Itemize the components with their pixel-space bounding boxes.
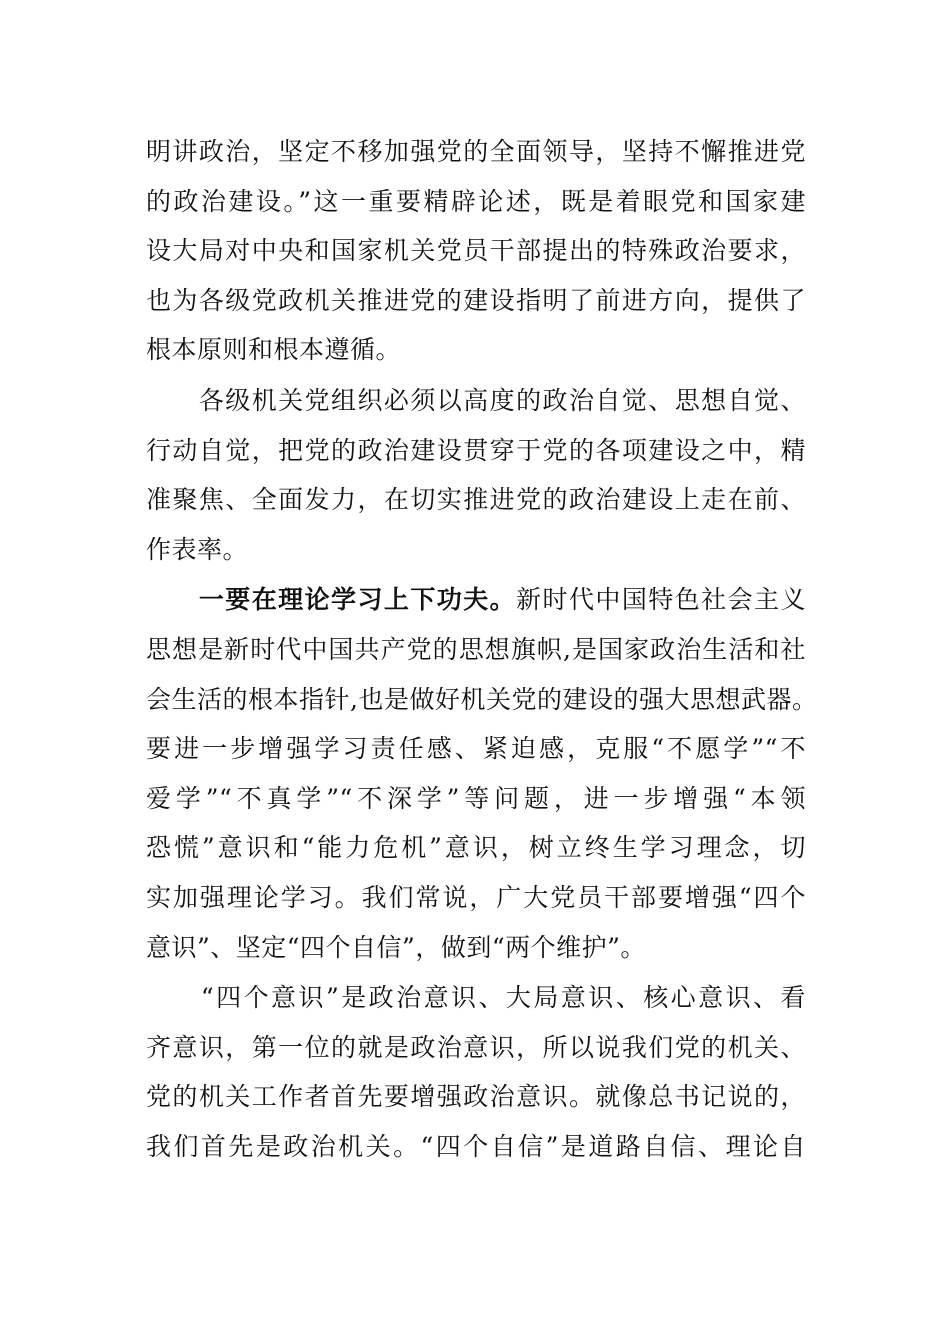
- text-line: 要进一步增强学习责任感、紧迫感，克服“不愿学”“不: [146, 734, 806, 764]
- text-line: 思想是新时代中国共产党的思想旗帜,是国家政治生活和社: [146, 634, 806, 664]
- text-line: 会生活的根本指针,也是做好机关党的建设的强大思想武器。: [146, 684, 818, 714]
- text-line: 行动自觉，把党的政治建设贯穿于党的各项建设之中，精: [146, 435, 806, 465]
- text-line: 党的机关工作者首先要增强政治意识。就像总书记说的，: [146, 1082, 806, 1112]
- text-line: 意识”、坚定“四个自信”，做到“两个维护”。: [146, 932, 646, 962]
- text-line: “四个意识”是政治意识、大局意识、核心意识、看: [146, 983, 806, 1013]
- text-line: 我们首先是政治机关。“四个自信”是道路自信、理论自: [146, 1131, 806, 1161]
- text-line: 的政治建设。”这一重要精辟论述，既是着眼党和国家建: [146, 186, 806, 216]
- text-line: 也为各级党政机关推进党的建设指明了前进方向，提供了: [146, 285, 806, 315]
- text-line: 明讲政治，坚定不移加强党的全面领导，坚持不懈推进党: [146, 137, 806, 166]
- section-heading: 一要在理论学习上下功夫。: [146, 585, 517, 615]
- text-line: 设大局对中央和国家机关党员干部提出的特殊政治要求，: [146, 236, 806, 266]
- text-line: 准聚焦、全面发力，在切实推进党的政治建设上走在前、: [146, 485, 806, 515]
- text-line: 根本原则和根本遵循。: [146, 335, 402, 365]
- text-line: 各级机关党组织必须以高度的政治自觉、思想自觉、: [146, 385, 806, 415]
- text-line: 作表率。: [146, 534, 249, 564]
- document-body: [146, 127, 818, 1171]
- heading-continuation: 新时代中国特色社会主义: [516, 585, 806, 615]
- text-line: 齐意识，第一位的就是政治意识，所以说我们党的机关、: [146, 1032, 806, 1062]
- text-line: 爱学”“不真学”“不深学”等问题，进一步增强“本领: [146, 783, 806, 813]
- section-heading-line: [146, 575, 806, 625]
- text-line: 实加强理论学习。我们常说，广大党员干部要增强“四个: [146, 882, 806, 912]
- text-line: 恐慌”意识和“能力危机”意识，树立终生学习理念，切: [146, 833, 806, 863]
